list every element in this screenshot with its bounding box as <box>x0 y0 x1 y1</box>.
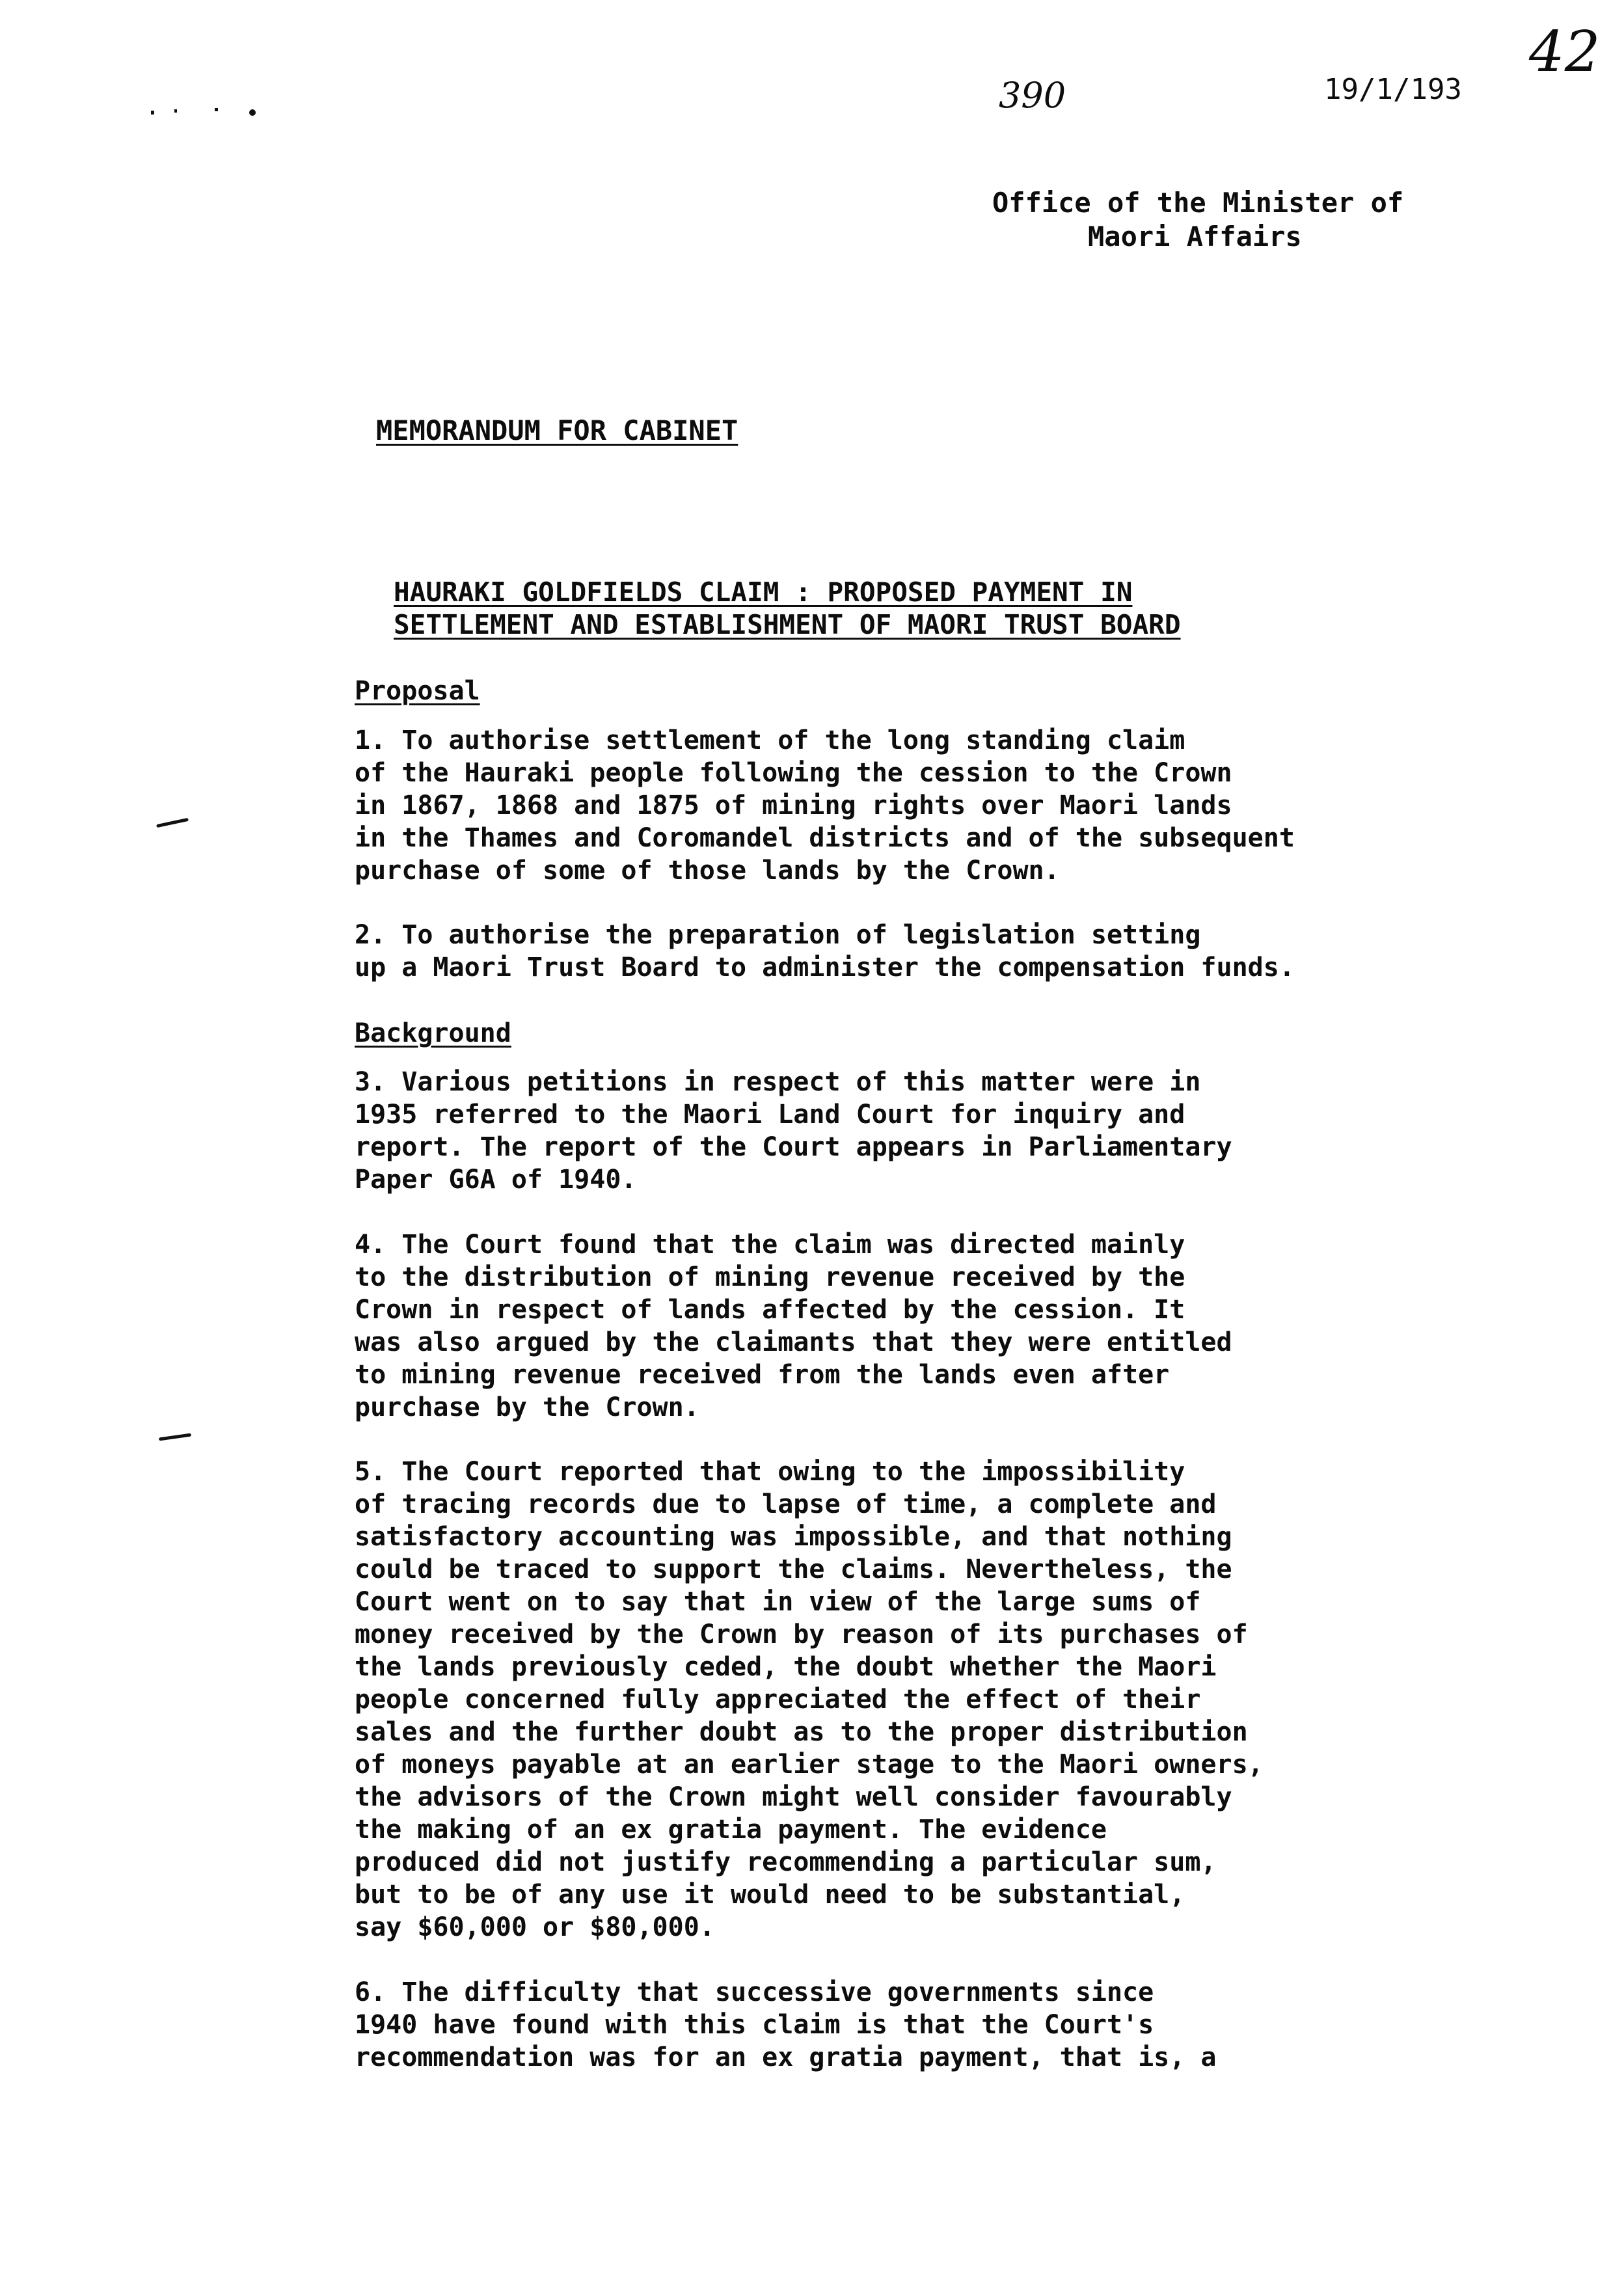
paragraph-4: 4. The Court found that the claim was directed mainly to the distribution of mining revenue received by the Crown in respect of lands affected by the cession. It was also argued by the claimants that they were entitled to mining revenue received from the lands even after purchase by the Crown. <box>355 1230 1232 1422</box>
paragraph-3: 3. Various petitions in respect of this matter were in 1935 referred to the Maori Land Court for inquiry and report. The report of the Court appears in Parliamentary Paper G6A of 1940. <box>355 1067 1232 1195</box>
scan-mark-dot-3 <box>215 108 218 111</box>
scan-mark-dot-2 <box>174 109 177 113</box>
paragraph-6: 6. The difficulty that successive governments since 1940 have found with this claim is that the Court's recommendation was for an ex gratia payment, that is, a <box>355 1977 1217 2072</box>
memo-title: MEMORANDUM FOR CABINET <box>376 414 738 446</box>
background-heading: Background <box>355 1018 511 1048</box>
proposal-heading: Proposal <box>355 676 480 706</box>
subject-line-1: HAURAKI GOLDFIELDS CLAIM : PROPOSED PAYMENT IN <box>394 576 1133 608</box>
margin-dash-2 <box>159 1433 191 1441</box>
reference-number: 390 <box>999 75 1066 116</box>
scan-mark-dot-4 <box>249 109 256 116</box>
scan-mark-dot-1 <box>151 111 154 115</box>
office-line-2: Maori Affairs <box>1088 221 1302 252</box>
paragraph-5: 5. The Court reported that owing to the impossibility of tracing records due to lapse of time, a complete and satisfactory accounting was impossible, and that nothing could be traced to support the claims. Nevertheless, the Court went on to say that in view of the large sums of money received by the Crown by reason of its purchases of the lands previously ceded, the doubt whether the Maori people concerned fully appreciated the effect of their sales and the further doubt as to the proper distribution of moneys payable at an earlier stage to the Maori owners, the advisors of the Crown might well consider favourably the making of an ex gratia payment. The evidence produced did not justify recommending a particular sum, but to be of any use it would need to be substantial, say $60,000 or $80,000. <box>355 1457 1264 1942</box>
office-line-1: Office of the Minister of <box>992 187 1404 219</box>
date-stamp: 19/1/193 <box>1324 73 1462 106</box>
margin-dash-1 <box>156 818 189 828</box>
paragraph-1: 1. To authorise settlement of the long standing claim of the Hauraki people following the cession to the Crown in 1867, 1868 and 1875 of mining rights over Maori lands in the Thames and Coromandel districts and of the subsequent purchase of some of those lands by the Crown. <box>355 725 1295 886</box>
subject-line-2: SETTLEMENT AND ESTABLISHMENT OF MAORI TRUST BOARD <box>394 609 1181 640</box>
folio-number: 42 <box>1529 20 1601 85</box>
paragraph-2: 2. To authorise the preparation of legislation setting up a Maori Trust Board to administer the compensation funds. <box>355 920 1295 983</box>
